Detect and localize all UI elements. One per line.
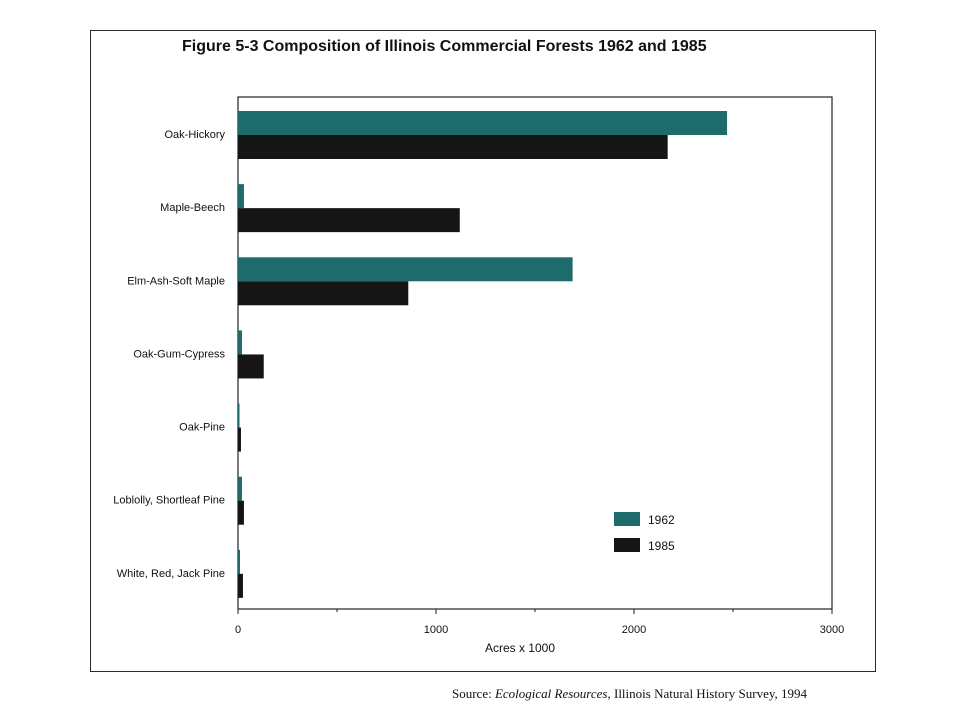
bar-1962-oak-hickory [238,111,727,135]
bar-1962-oak-pine [238,404,240,428]
plot-area [238,97,832,609]
source-rest: , Illinois Natural History Survey, 1994 [607,686,808,701]
bar-1985-oak-gum-cypress [238,354,264,378]
bar-1985-maple-beech [238,208,460,232]
category-label-oak-hickory: Oak-Hickory [164,129,225,141]
category-label-oak-gum-cypress: Oak-Gum-Cypress [133,348,225,361]
legend-label-1962: 1962 [648,513,675,527]
legend-swatch-1962 [614,512,640,526]
bar-1962-white-red-jack-pine [238,550,240,574]
source-prefix: Source: [452,686,492,701]
bar-1962-oak-gum-cypress [238,330,242,354]
x-tick-label: 0 [234,624,242,636]
bar-1962-maple-beech [238,184,244,208]
bar-1985-loblolly-shortleaf-pine [238,501,244,525]
category-label-oak-pine: Oak-Pine [179,421,225,434]
source-citation [452,686,807,702]
category-label-loblolly-shortleaf-pine: Loblolly, Shortleaf Pine [113,494,225,507]
bar-1985-white-red-jack-pine [238,574,243,598]
x-tick-label: 2000 [621,624,647,636]
bar-1985-elm-ash-soft-maple [238,281,408,305]
chart-title: Figure 5-3 Composition of Illinois Commercial Forests 1962 and 1985 [182,38,707,55]
x-tick-label: 1000 [423,624,449,636]
bar-1985-oak-hickory [238,135,668,159]
category-label-maple-beech: Maple-Beech [160,202,225,215]
x-tick-label: 3000 [819,624,845,636]
x-axis-label: Acres x 1000 [484,641,556,655]
category-label-elm-ash-soft-maple: Elm-Ash-Soft Maple [127,275,225,288]
source-publication: Ecological Resources [494,686,608,701]
bar-1962-elm-ash-soft-maple [238,257,573,281]
bar-1962-loblolly-shortleaf-pine [238,477,242,501]
legend-label-1985: 1985 [648,539,675,553]
legend-swatch-1985 [614,538,640,552]
category-label-white-red-jack-pine: White, Red, Jack Pine [116,567,225,580]
bar-1985-oak-pine [238,428,241,452]
